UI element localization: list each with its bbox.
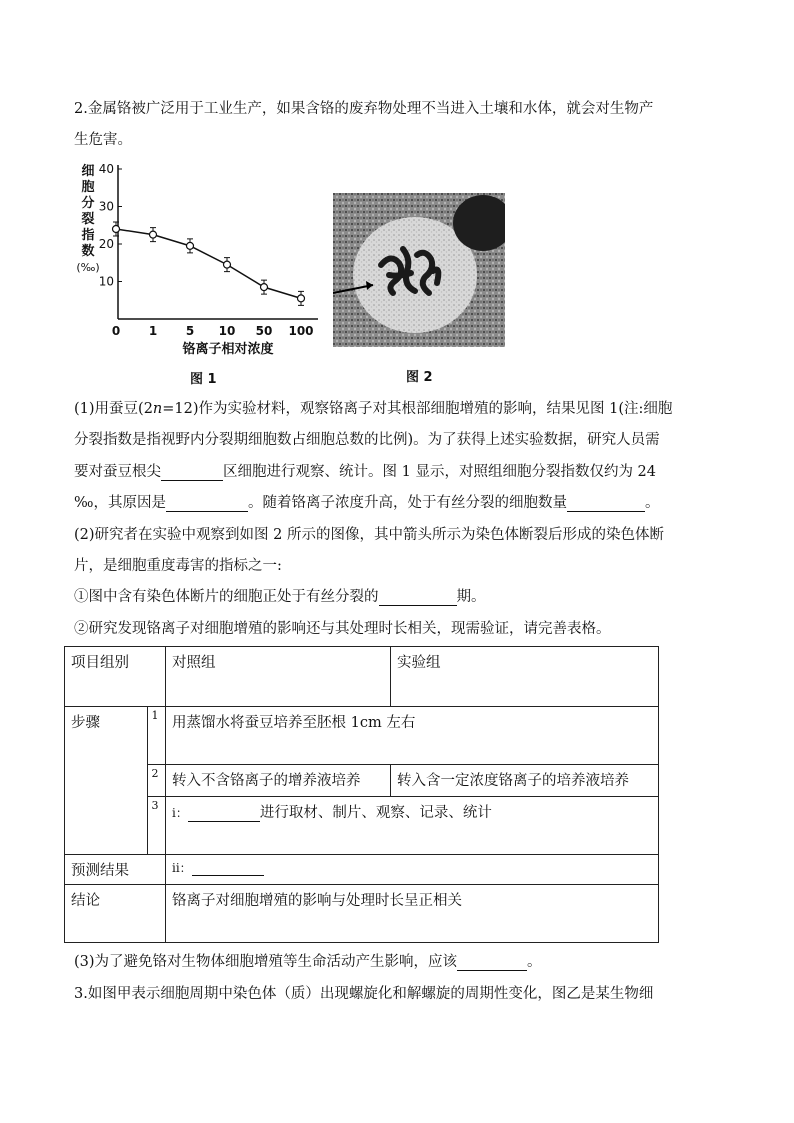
- answer-blank-zone[interactable]: [161, 464, 223, 481]
- y-axis-label-char: 胞: [81, 180, 95, 195]
- answer-blank-phase[interactable]: [379, 589, 457, 606]
- answer-blank-reason[interactable]: [166, 495, 248, 512]
- x-tick-label: 5: [185, 324, 195, 338]
- y-axis-label-char: 分: [81, 196, 95, 211]
- step-2-number: 2: [148, 765, 166, 797]
- header-experimental: 实验组: [391, 647, 659, 707]
- figure-1-caption: 图 1: [190, 372, 217, 387]
- p2-line-1: (2)研究者在实验中观察到如图 2 所示的图像，其中箭头所示为染色体断裂后形成的染色体断: [74, 527, 664, 543]
- answer-blank-prediction[interactable]: [192, 859, 264, 876]
- figure-1-chart: [66, 155, 336, 360]
- x-tick-label: 10: [218, 324, 236, 338]
- p3-line: [74, 950, 542, 971]
- step-3-prefix: i：: [172, 806, 188, 820]
- data-point: [150, 231, 157, 238]
- p3-text-a: (3)为了避免铬对生物体细胞增殖等生命活动产生影响，应该: [74, 954, 458, 970]
- experiment-table: [64, 646, 659, 943]
- header-group: 项目组别: [65, 647, 166, 707]
- x-axis-label: 铬离子相对浓度: [182, 342, 274, 357]
- step-1-number: 1: [148, 707, 166, 765]
- p1-line-3: [74, 460, 656, 481]
- x-tick-label: 50: [255, 324, 273, 338]
- p1-text-a: (1)用蚕豆(2: [74, 401, 153, 417]
- y-axis-label-char: 细: [81, 164, 95, 179]
- y-axis-unit: (‰): [76, 261, 100, 274]
- header-control: 对照组: [166, 647, 391, 707]
- answer-blank-cell-count[interactable]: [567, 495, 645, 512]
- data-point: [187, 242, 194, 249]
- q2-line-1: 2.金属铬被广泛用于工业生产，如果含铬的废弃物处理不当进入土壤和水体，就会对生物产: [74, 101, 654, 117]
- step-3-text: 进行取材、制片、观察、记录、统计: [259, 805, 492, 821]
- y-tick-label: 10: [98, 274, 114, 289]
- y-axis-label-char: 数: [81, 244, 95, 259]
- p1-line4-b: 。随着铬离子浓度升高，处于有丝分裂的细胞数量: [247, 495, 567, 511]
- data-point: [224, 261, 231, 268]
- p2-line-4: ②研究发现铬离子对细胞增殖的影响还与其处理时长相关，现需验证，请完善表格。: [74, 621, 611, 637]
- conclusion-label: 结论: [65, 885, 166, 943]
- y-axis-label-char: 指: [81, 228, 95, 243]
- step-3-cell: [166, 797, 659, 855]
- predict-cell: [166, 855, 659, 885]
- p1-line3-a: 要对蚕豆根尖: [74, 464, 161, 480]
- answer-blank-prevention[interactable]: [457, 954, 527, 971]
- predict-label: 预测结果: [65, 855, 166, 885]
- p3-text-b: 。: [527, 954, 542, 970]
- p1-n: n: [152, 401, 163, 417]
- x-tick-label: 0: [111, 324, 121, 338]
- p1-line4-a: ‰，其原因是: [74, 495, 166, 511]
- figure-2-micrograph: [333, 193, 505, 347]
- x-tick-label: 1: [148, 324, 158, 338]
- figure-2-caption: 图 2: [406, 370, 433, 385]
- data-point: [113, 226, 120, 233]
- p2-line3-b: 期。: [456, 589, 486, 605]
- p1-line3-b: 区细胞进行观察、统计。图 1 显示，对照组细胞分裂指数仅约为 24: [223, 464, 657, 480]
- step-2-experimental: 转入含一定浓度铬离子的培养液培养: [391, 765, 659, 797]
- p1-line-4: [74, 491, 659, 512]
- p1-text-b: =12)作为实验材料，观察铬离子对其根部细胞增殖的影响，结果见图 1(注:细胞: [162, 401, 673, 417]
- data-point: [298, 295, 305, 302]
- y-tick-label: 30: [98, 199, 114, 214]
- answer-blank-step-3[interactable]: [188, 805, 260, 822]
- x-tick-label: 100: [288, 324, 314, 338]
- p2-line3-a: ①图中含有染色体断片的细胞正处于有丝分裂的: [74, 589, 379, 605]
- p2-line-3: [74, 585, 486, 606]
- y-tick-label: 20: [98, 237, 114, 251]
- steps-label: 步骤: [65, 707, 148, 855]
- q3-line-1: 3.如图甲表示细胞周期中染色体（质）出现螺旋化和解螺旋的周期性变化，图乙是某生物细: [74, 986, 654, 1002]
- step-2-control: 转入不含铬离子的增养液培养: [166, 765, 391, 797]
- conclusion-text: 铬离子对细胞增殖的影响与处理时长呈正相关: [166, 885, 659, 943]
- p1-line4-c: 。: [644, 495, 660, 511]
- data-point: [261, 284, 268, 291]
- series-line: [116, 229, 301, 298]
- step-3-number: 3: [148, 797, 166, 855]
- predict-prefix: ii：: [172, 861, 192, 875]
- q2-line-2: 生危害。: [74, 132, 132, 148]
- step-1-text: 用蒸馏水将蚕豆培养至胚根 1cm 左右: [166, 707, 659, 765]
- p1-line-2: 分裂指数是指视野内分裂期细胞数占细胞总数的比例)。为了获得上述实验数据，研究人员需: [74, 432, 660, 448]
- y-axis-label-char: 裂: [81, 212, 95, 227]
- y-tick-label: 40: [98, 162, 114, 176]
- p1-line-1: [74, 397, 672, 418]
- p2-line-2: 片，是细胞重度毒害的指标之一:: [74, 558, 282, 574]
